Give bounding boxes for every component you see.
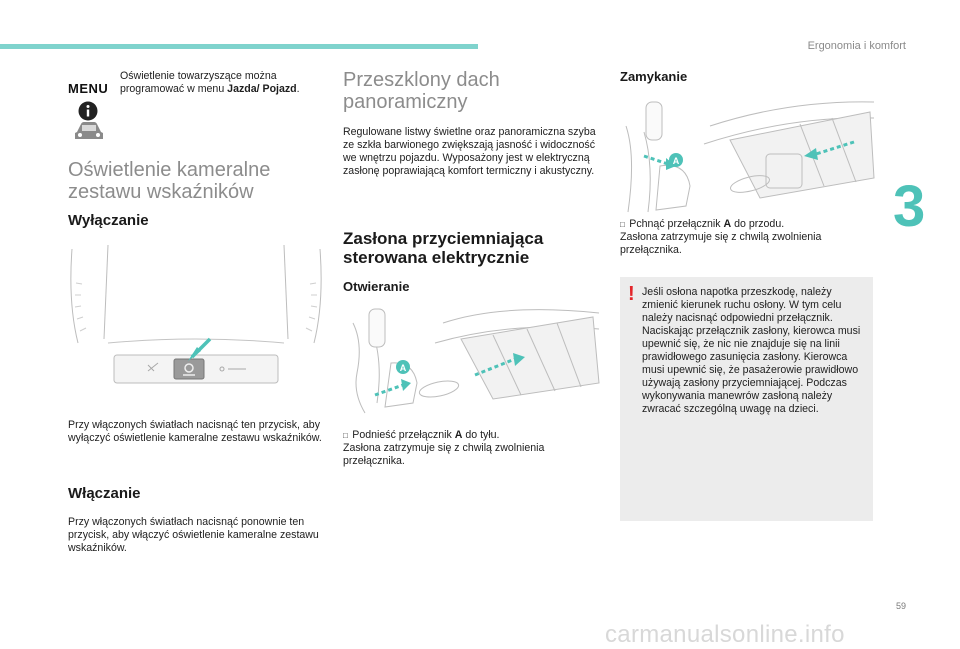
cluster-illustration <box>68 243 324 401</box>
open-stop-text: Zasłona zatrzymuje się z chwilą zwolnienia przełącznika. <box>343 442 545 467</box>
warning-text: Jeśli osłona napotka przeszkodę, należy zmienić kierunek ruchu osłony. W tym celu należy nacisnąć odpowiedni przełącznik. Naciskając przełącznik zasłony, kierowca musi upewnić się, że nic nie znajduje się na linii prawidłowego zasunięcia zasłony. Kierowca musi upewnić się, że pasażerowie prawidłowo używają zasłony przyciemniającej. Podczas wykonywania manewrów zasłoną należy zwracać szczególną uwagę na dzieci. <box>642 286 861 415</box>
roof-intro: Regulowane listwy świetlne oraz panoramiczna szyba ze szkła barwionego zwiększają jasność i widoczność we wnętrzu pojazdu. Wyposażony jest w elektryczną zasłonę poprawiającą komfort termiczny i akustyczny. <box>343 126 596 177</box>
section-title: Ergonomia i komfort <box>807 40 906 52</box>
off-heading: Wyłączanie <box>68 212 149 229</box>
car-icon <box>72 118 106 142</box>
close-stop-text: Zasłona zatrzymuje się z chwilą zwolnienia przełącznika. <box>620 231 822 256</box>
blind-heading: Zasłona przyciemniająca sterowana elektrycznie <box>343 229 544 267</box>
blind-open-illustration <box>343 303 601 415</box>
close-heading: Zamykanie <box>620 69 688 84</box>
panoramic-roof-heading: Przeszklony dach panoramiczny <box>343 69 500 113</box>
step-marker: □ <box>343 431 353 440</box>
open-step: □ Podnieść przełącznik A do tyłu. <box>343 429 500 441</box>
on-heading: Włączanie <box>68 485 141 502</box>
close-instructions <box>620 218 873 257</box>
menu-note: Oświetlenie towarzyszące można programować w menu Jazda/ Pojazd. <box>120 70 300 95</box>
page-number: 59 <box>895 601 906 611</box>
watermark: carmanualsonline.info <box>605 621 845 648</box>
warning-icon: ! <box>628 283 635 305</box>
step-marker: □ <box>620 220 630 229</box>
on-text: Przy włączonych światłach nacisnąć ponownie ten przycisk, aby włączyć oświetlenie kameralne zestawu wskaźników. <box>68 516 319 554</box>
accent-bar <box>0 44 478 49</box>
callout-a: A <box>399 363 407 373</box>
off-text: Przy włączonych światłach nacisnąć ten przycisk, aby wyłączyć oświetlenie kameralne zestawu wskaźników. <box>68 419 322 444</box>
close-step: □ Pchnąć przełącznik A do przodu. <box>620 218 785 230</box>
open-heading: Otwieranie <box>343 279 410 294</box>
blind-close-illustration <box>620 96 876 214</box>
callout-a: A <box>672 156 680 166</box>
menu-icon: MENU <box>68 81 109 96</box>
open-instructions <box>343 429 601 468</box>
chapter-number: 3 <box>893 174 926 239</box>
cluster-lighting-heading: Oświetlenie kameralne zestawu wskaźników <box>68 159 271 203</box>
